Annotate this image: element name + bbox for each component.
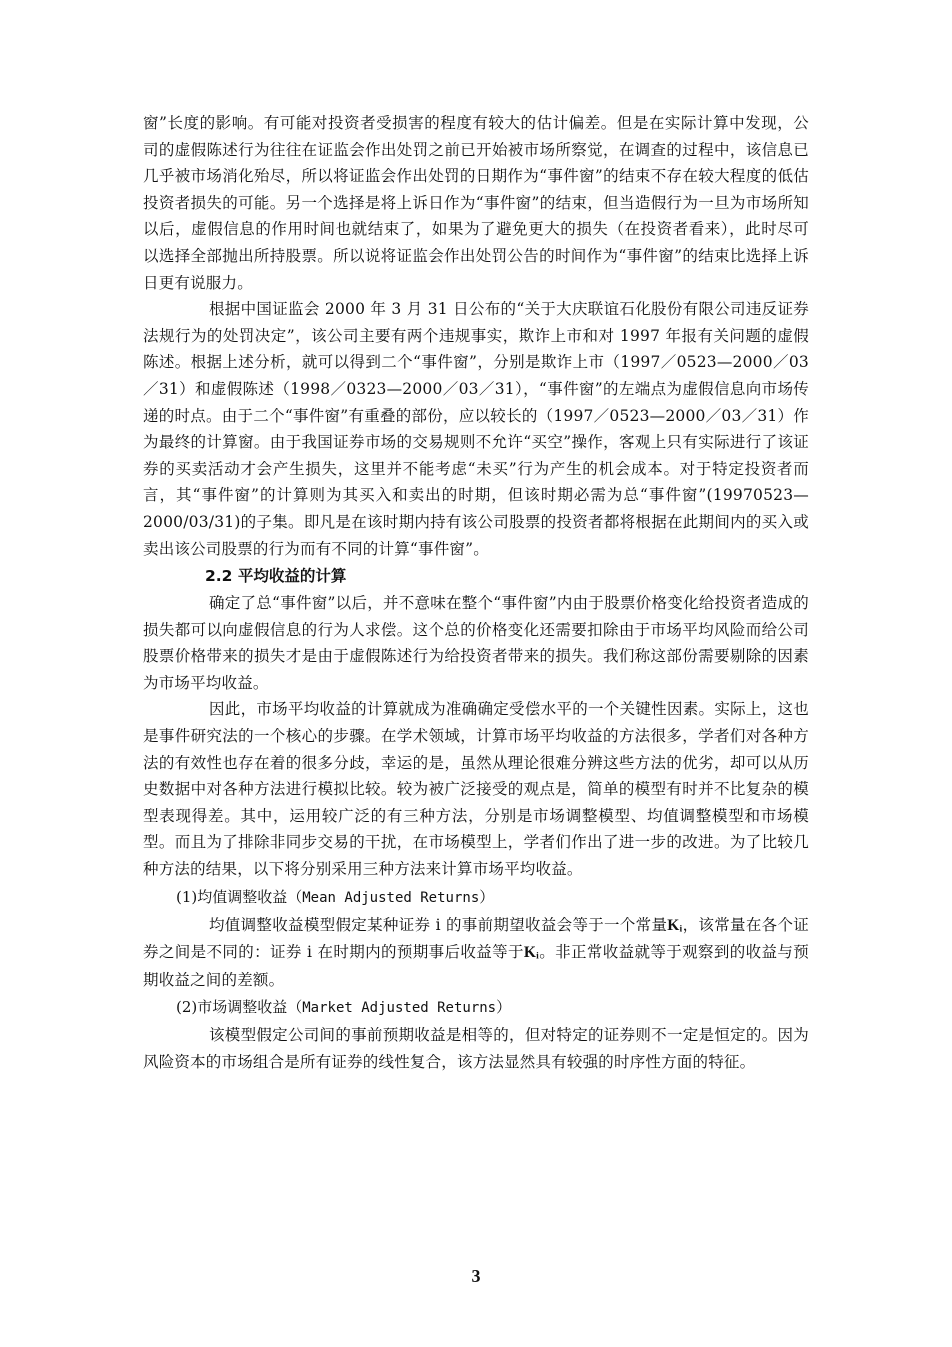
paragraph-market-adjusted-model: 该模型假定公司间的事前预期收益是相等的，但对特定的证券则不一定是恒定的。因为风险资本的市场组合是所有证券的线性复合，该方法显然具有较强的时序性方面的特征。 (143, 1026, 809, 1071)
paragraph-total-event-window: 确定了总“事件窗”以后，并不意味在整个“事件窗”内由于股票价格变化给投资者造成的损失都可以向虚假信息的行为人求偿。这个总的价格变化还需要扣除由于市场平均风险而给公司股票价格带来的损失才是由于虚假陈述行为给投资者带来的损失。我们称这部份需要剔除的因素为市场平均收益。 (143, 594, 809, 692)
subheading-close: ） (479, 887, 495, 906)
constant-k-symbol: Kᵢ (667, 916, 683, 934)
paragraph-market-average-return: 因此，市场平均收益的计算就成为准确确定受偿水平的一个关键性因素。实际上，这也是事件研究法的一个核心的步骤。在学术领域，计算市场平均收益的方法很多，学者们对各种方法的有效性也存在着的很多分歧，幸运的是，虽然从理论很难分辨这些方法的优劣，却可以从历史数据中对各种方法进行模拟比较。较为被广泛接受的观点是，简单的模型有时并不比复杂的模型表现得差。其中，运用较广泛的有三种方法，分别是市场调整模型、均值调整模型和市场模型。而且为了排除非同步交易的干扰，在市场模型上，学者们作出了进一步的改进。为了比较几种方法的结果，以下将分别采用三种方法来计算市场平均收益。 (143, 700, 809, 879)
document-body (143, 110, 809, 1076)
section-heading-average-return: 2.2 平均收益的计算 (205, 567, 347, 586)
subheading-mean-adjusted-returns (143, 883, 809, 912)
text-segment: 均值调整收益模型假定某种证券 i 的事前期望收益会等于一个常量 (209, 915, 668, 934)
subheading-label: (1)均值调整收益（ (176, 887, 303, 906)
paragraph-csrc-decision: 根据中国证监会 2000 年 3 月 31 日公布的“关于大庆联谊石化股份有限公司违反证券法规行为的处罚决定”，该公司主要有两个违规事实，欺诈上市和对 1997 年报有关问题的虚假陈述。根据上述分析，就可以得到二个“事件窗”，分别是欺诈上市（1997／0523—2000／03／31）和虚假陈述（1998／0323—2000／03／31），“事件窗”的左端点为虚假信息向市场传递的时点。由于二个“事件窗”有重叠的部份，应以较长的（1997／0523—2000／03／31）作为最终的计算窗。由于我国证券市场的交易规则不允许“买空”操作，客观上只有实际进行了该证券的买卖活动才会产生损失，这里并不能考虑“未买”行为产生的机会成本。对于特定投资者而言，其“事件窗”的计算则为其买入和卖出的时期，但该时期必需为总“事件窗”(19970523—2000/03/31)的子集。即凡是在该时期内持有该公司股票的投资者都将根据在此期间内的买入或卖出该公司股票的行为而有不同的计算“事件窗”。 (143, 300, 809, 558)
subheading-close: ） (496, 998, 512, 1017)
text-segment: ，该常量在各个证券之间是不同的：证券 i 在时期内的预期事后收益等于 (143, 915, 809, 962)
paragraph-mean-adjusted-model (143, 912, 809, 994)
subheading-english: Market Adjusted Returns (302, 1000, 497, 1017)
paragraph-event-window-end: 窗”长度的影响。有可能对投资者受损害的程度有较大的估计偏差。但是在实际计算中发现，公司的虚假陈述行为往往在证监会作出处罚之前已开始被市场所察觉，在调查的过程中，该信息已几乎被市场消化殆尽，所以将证监会作出处罚的日期作为“事件窗”的结束不存在较大程度的低估投资者损失的可能。另一个选择是将上诉日作为“事件窗”的结束，但当造假行为一旦为市场所知以后，虚假信息的作用时间也就结束了，如果为了避免更大的损失（在投资者看来），此时尽可以选择全部抛出所持股票。所以说将证监会作出处罚公告的时间作为“事件窗”的结束比选择上诉日更有说服力。 (143, 114, 809, 292)
subheading-label: (2)市场调整收益（ (176, 998, 303, 1017)
constant-k-symbol: Kᵢ (523, 944, 540, 962)
subheading-english: Mean Adjusted Returns (302, 889, 480, 906)
text-segment: 。非正常收益就等于观察到的收益与预期收益之间的差额。 (143, 943, 810, 989)
subheading-market-adjusted-returns (143, 993, 809, 1022)
page-number: 3 (471, 1266, 481, 1286)
